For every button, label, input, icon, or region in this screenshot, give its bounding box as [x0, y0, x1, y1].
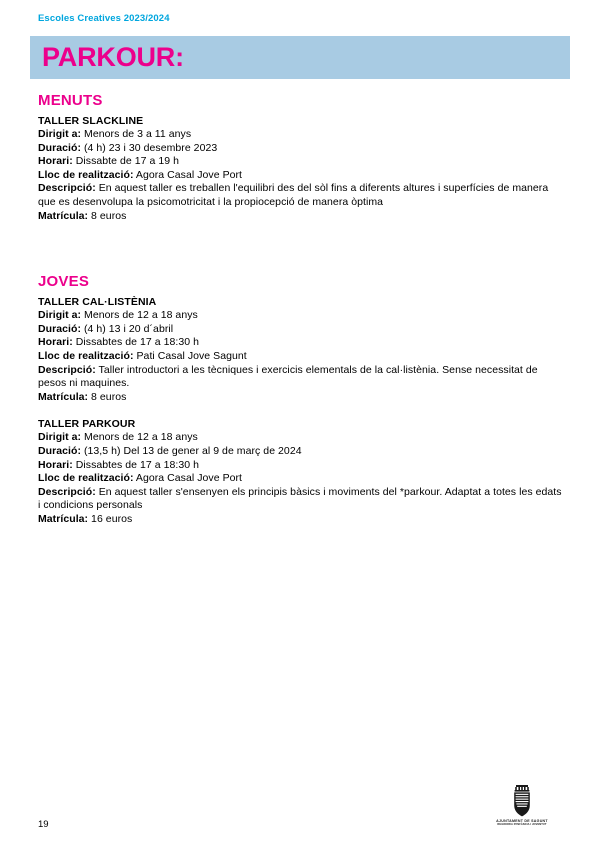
- field-value: (4 h) 23 i 30 desembre 2023: [81, 141, 218, 154]
- field-label: Lloc de realització:: [38, 168, 134, 181]
- workshop-field-dirigit-a: [38, 431, 568, 445]
- field-value: En aquest taller es treballen l'equilibri des del sòl fins a diferents altures i superfícies de manera que es desenvolupa la psicomotricitat i la propiocepció de manera òptima: [38, 182, 549, 208]
- field-label: Descripció:: [38, 182, 96, 195]
- workshop-field-duracio: [38, 445, 568, 459]
- logo-text: [485, 819, 559, 828]
- workshop-title: TALLER CAL·LISTÈNIA: [38, 296, 157, 309]
- title-band: [30, 36, 570, 79]
- ajuntament-logo: [485, 784, 559, 828]
- workshop-field-matricula: [38, 513, 568, 527]
- workshop-field-matricula: [38, 391, 568, 405]
- field-label: Horari:: [38, 155, 73, 168]
- workshop-field-descripcio: [38, 364, 562, 391]
- workshop-field-descripcio: [38, 182, 562, 209]
- workshop-field-lloc: [38, 169, 568, 183]
- field-value: Dissabtes de 17 a 18:30 h: [72, 458, 199, 471]
- field-label: Duració:: [38, 322, 81, 335]
- field-value: (4 h) 13 i 20 d´abril: [81, 322, 174, 335]
- workshop-field-dirigit-a: [38, 309, 568, 323]
- field-value: Menors de 3 a 11 anys: [81, 128, 192, 140]
- field-label: Matrícula:: [38, 512, 89, 525]
- workshop-callistenia: [38, 296, 568, 404]
- workshop-field-lloc: [38, 472, 568, 486]
- field-label: Lloc de realització:: [38, 472, 134, 485]
- workshop-field-descripcio: [38, 486, 562, 513]
- section-menuts: [38, 92, 568, 223]
- logo-line-1: AJUNTAMENT DE SAGUNT: [496, 818, 548, 823]
- workshop-field-horari: [38, 459, 568, 473]
- section-joves: [38, 273, 568, 526]
- field-label: Descripció:: [38, 485, 96, 498]
- field-label: Dirigit a:: [38, 128, 82, 140]
- logo-line-2: REGIDORIA D'INFÀNCIA I JOVENTUT: [497, 823, 547, 827]
- section-heading-menuts: MENUTS: [38, 92, 103, 109]
- field-value: 16 euros: [88, 512, 133, 525]
- workshop-slackline: [38, 115, 568, 223]
- field-value: Pati Casal Jove Sagunt: [133, 349, 247, 362]
- workshop-field-lloc: [38, 350, 568, 364]
- field-value: Agora Casal Jove Port: [133, 168, 243, 181]
- workshop-field-horari: [38, 155, 568, 169]
- section-heading-joves: JOVES: [38, 273, 90, 291]
- page-title: PARKOUR:: [42, 42, 184, 72]
- workshop-field-horari: [38, 336, 568, 350]
- field-value: En aquest taller s'ensenyen els principis bàsics i moviments del *parkour. Adaptat a totes les edats i condicions personals: [38, 485, 562, 512]
- document-content: [38, 92, 568, 540]
- field-label: Duració:: [38, 444, 81, 457]
- field-value: (13,5 h) Del 13 de gener al 9 de març de 2024: [81, 444, 302, 457]
- field-label: Horari:: [38, 458, 73, 471]
- field-value: 8 euros: [88, 390, 127, 403]
- field-value: Menors de 12 a 18 anys: [81, 431, 198, 444]
- field-label: Dirigit a:: [38, 309, 82, 322]
- field-label: Descripció:: [38, 363, 96, 376]
- field-value: Dissabtes de 17 a 18:30 h: [72, 336, 199, 349]
- workshop-field-dirigit-a: [38, 128, 568, 142]
- page-number: 19: [38, 819, 49, 830]
- field-value: Menors de 12 a 18 anys: [81, 309, 198, 322]
- workshop-field-duracio: [38, 142, 568, 156]
- field-value: Taller introductori a les tècniques i exercicis elementals de la cal·listènia. Sense necessitat de pesos ni maquines.: [38, 363, 538, 390]
- field-label: Matrícula:: [38, 209, 89, 222]
- field-value: 8 euros: [88, 209, 127, 222]
- field-value: Agora Casal Jove Port: [133, 472, 243, 485]
- field-label: Matrícula:: [38, 390, 89, 403]
- coat-of-arms-icon: [507, 784, 537, 818]
- workshop-title: TALLER PARKOUR: [38, 418, 136, 431]
- field-value: Dissabte de 17 a 19 h: [72, 155, 179, 168]
- document-header-label: Escoles Creatives 2023/2024: [38, 13, 170, 24]
- field-label: Horari:: [38, 336, 73, 349]
- workshop-field-duracio: [38, 323, 568, 337]
- workshop-field-matricula: [38, 210, 568, 224]
- workshop-title: TALLER SLACKLINE: [38, 115, 144, 127]
- field-label: Duració:: [38, 141, 81, 154]
- field-label: Dirigit a:: [38, 431, 82, 444]
- workshop-parkour: [38, 418, 568, 526]
- field-label: Lloc de realització:: [38, 349, 134, 362]
